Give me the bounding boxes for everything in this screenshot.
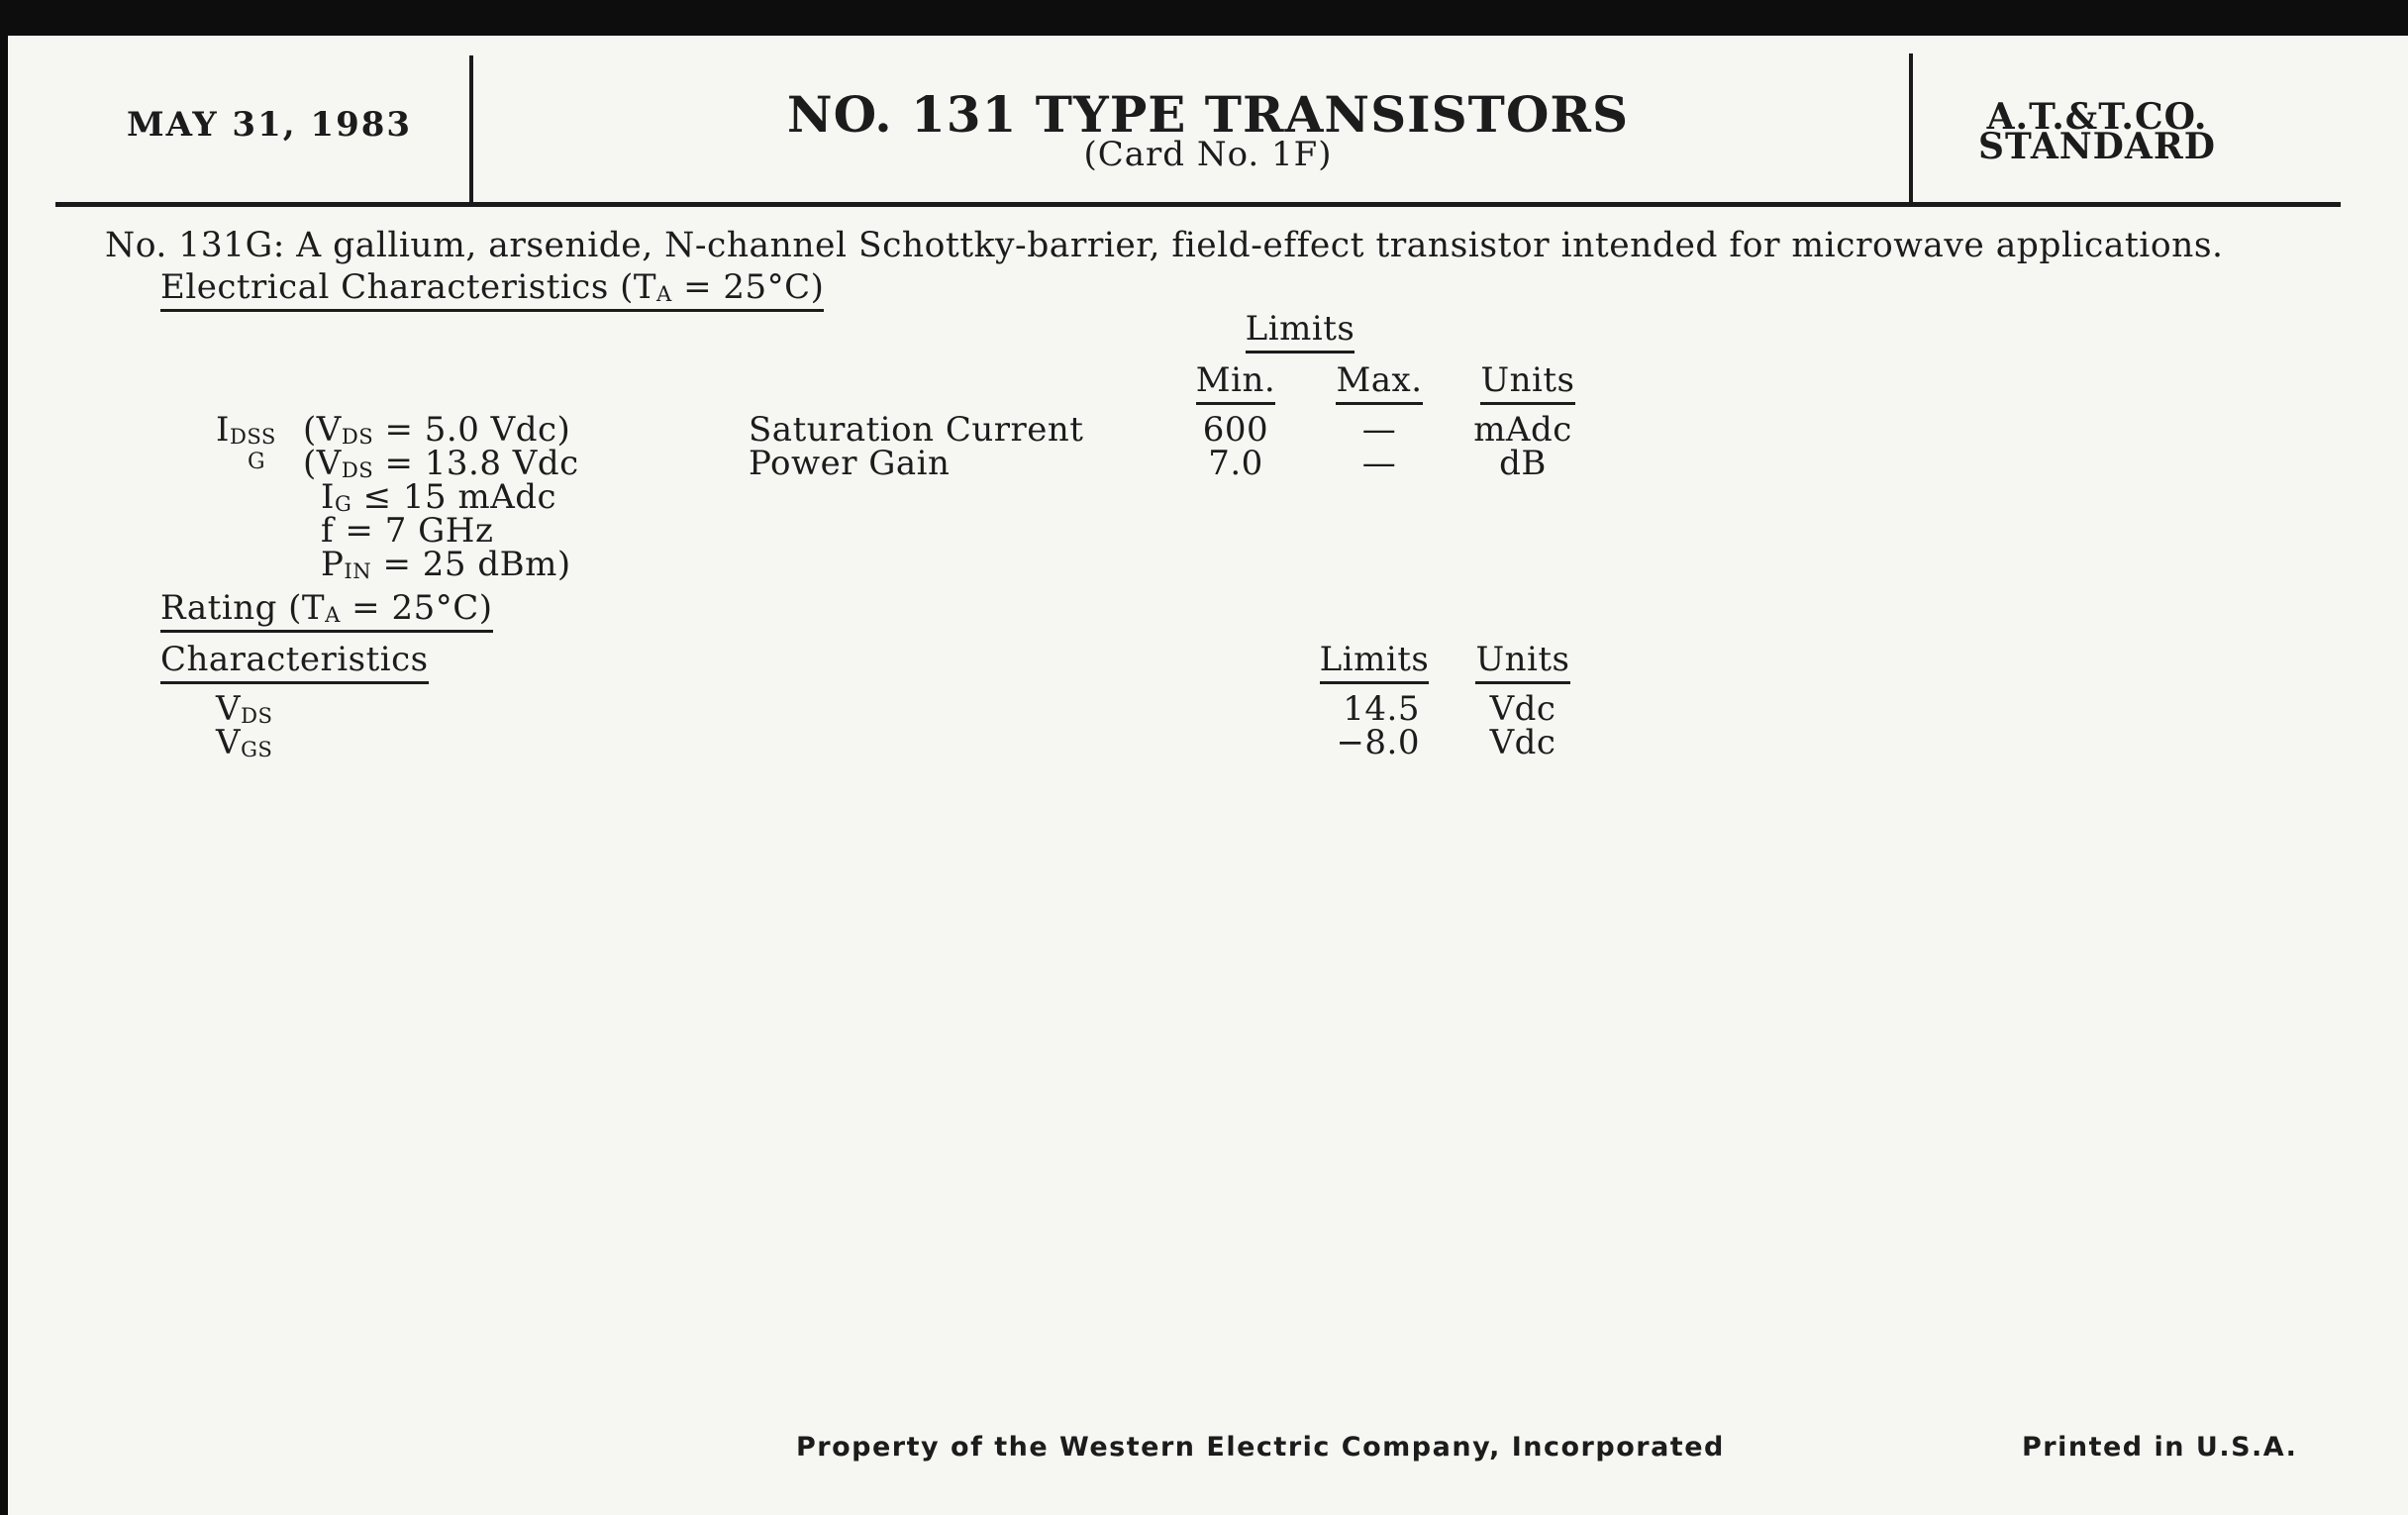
electrical-heading: Electrical Characteristics $(T_A = 25^\circ C)$ xyxy=(160,267,824,307)
param-min: 7.0 xyxy=(1208,444,1263,483)
param-max: — xyxy=(1361,444,1397,483)
param-name: Saturation Current xyxy=(749,410,1084,450)
limits-group-label: Limits xyxy=(1236,309,1364,349)
rating-limits-header: Limits xyxy=(1305,640,1444,679)
test-condition: f = 7 GHz xyxy=(321,511,494,551)
param-units: mAdc xyxy=(1473,410,1572,450)
col-units-header: Units xyxy=(1463,360,1592,400)
rating-limit: 14.5 xyxy=(1343,689,1420,729)
rating-limit: −8.0 xyxy=(1336,723,1420,762)
param-symbol: $I_{DSS}$ xyxy=(216,410,276,450)
test-condition: $P_{IN} = 25$ dBm) xyxy=(321,545,571,584)
card-title: NO. 131 TYPE TRANSISTORS xyxy=(786,85,1630,144)
standard-line-1: A.T.&T.CO. xyxy=(1986,96,2208,138)
footer-printed: Printed in U.S.A. xyxy=(2022,1432,2298,1463)
header-rule xyxy=(55,202,2341,207)
rating-units: Vdc xyxy=(1489,689,1556,729)
header-divider-right xyxy=(1909,53,1913,202)
param-name: Power Gain xyxy=(749,444,951,483)
param-max: — xyxy=(1361,410,1397,450)
param-min: 600 xyxy=(1202,410,1269,450)
rating-units-header: Units xyxy=(1454,640,1592,679)
intro-text: No. 131G: A gallium, arsenide, N-channel Schottky-barrier, field-effect transistor intended for microwave applications. xyxy=(105,226,2224,265)
test-condition: $I_G \le 15$ mAdc xyxy=(321,477,557,517)
rating-units: Vdc xyxy=(1489,723,1556,762)
standard-line-2: STANDARD xyxy=(1978,126,2216,167)
rating-symbol: $V_{GS}$ xyxy=(216,723,273,762)
param-condition: ($V_{DS} = 13.8$ Vdc xyxy=(303,444,579,483)
param-units: dB xyxy=(1499,444,1547,483)
col-min-header: Min. xyxy=(1176,360,1295,400)
rating-heading: Rating $(T_A = 25^\circ C)$ xyxy=(160,588,493,628)
footer-property: Property of the Western Electric Company, Incorporated xyxy=(796,1432,1725,1463)
col-max-header: Max. xyxy=(1320,360,1439,400)
param-symbol: G xyxy=(248,450,266,474)
index-card xyxy=(8,36,2408,1515)
card-subtitle: (Card No. 1F) xyxy=(1083,135,1333,174)
rating-symbol: $V_{DS}$ xyxy=(216,689,273,729)
card-date: MAY 31, 1983 xyxy=(127,105,413,145)
characteristics-header: Characteristics xyxy=(160,640,429,679)
param-condition: ($V_{DS} = 5.0$ Vdc) xyxy=(303,410,571,450)
